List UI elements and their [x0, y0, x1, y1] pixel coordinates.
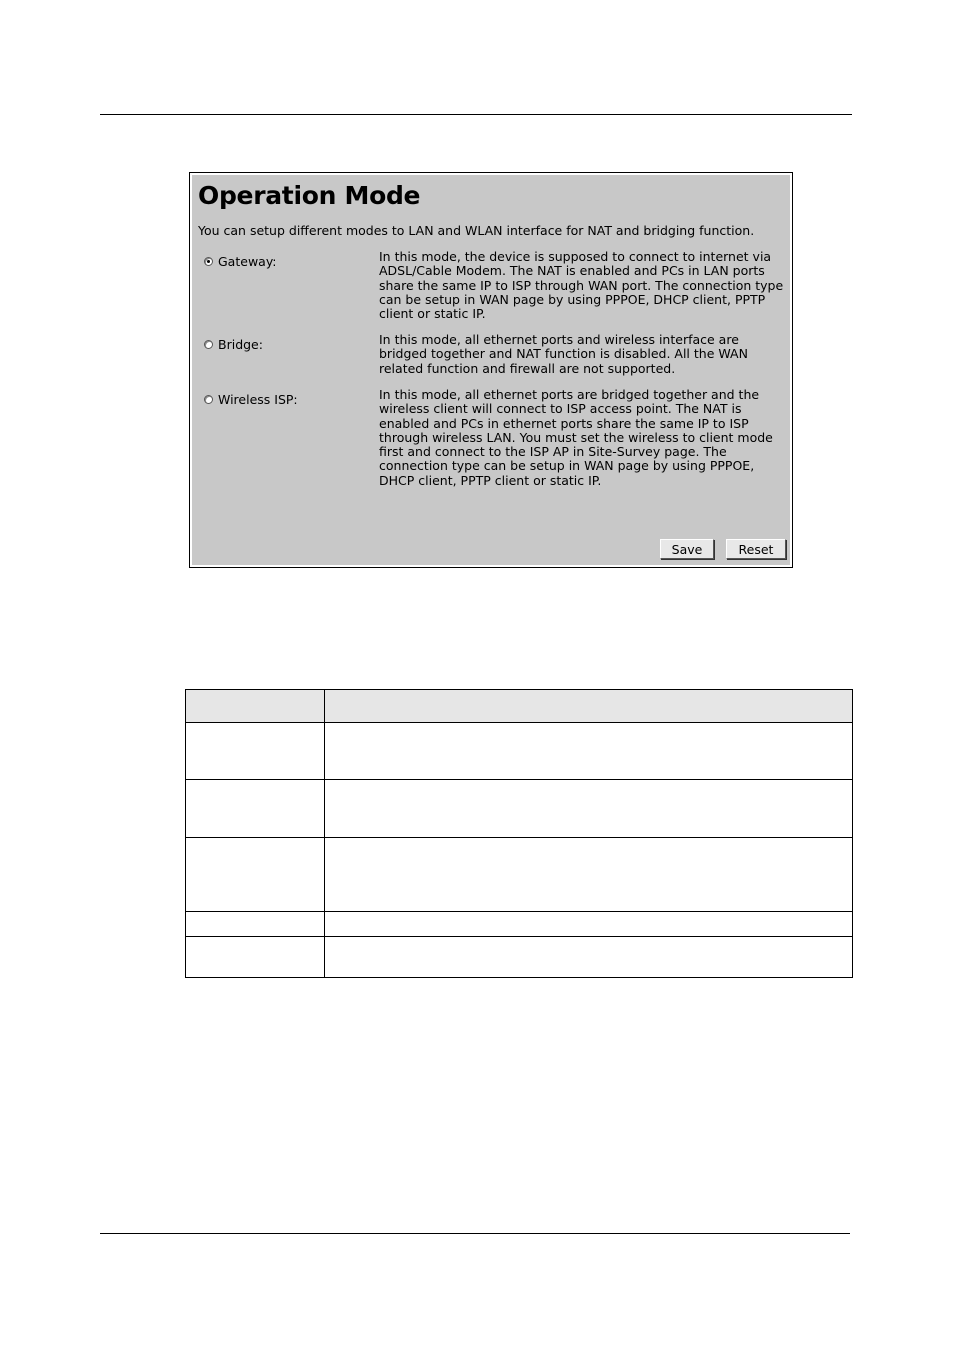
operation-mode-panel	[192, 175, 790, 565]
table-row	[186, 780, 853, 838]
gateway-radio[interactable]	[204, 257, 213, 266]
operation-mode-screenshot	[189, 172, 793, 568]
gateway-description: In this mode, the device is supposed to connect to internet via ADSL/Cable Modem. The NAT is enabled and PCs in LAN ports share the same IP to ISP through WAN port. The connection type can be setup in WAN page by using PPPOE, DHCP client, PPTP client or static IP.	[379, 249, 784, 322]
footer-rule	[100, 1233, 850, 1234]
bridge-label: Bridge:	[218, 337, 263, 352]
gateway-radio-option[interactable]	[204, 254, 277, 269]
table-row	[186, 723, 853, 780]
table-cell	[325, 937, 853, 978]
bridge-description: In this mode, all ethernet ports and wireless interface are bridged together and NAT function is disabled. All the WAN related function and firewall are not supported.	[379, 332, 748, 376]
wireless-isp-label: Wireless ISP:	[218, 392, 298, 407]
table-cell	[186, 780, 325, 838]
page-intro: You can setup different modes to LAN and WLAN interface for NAT and bridging function.	[198, 223, 755, 238]
table-cell	[186, 912, 325, 937]
table-cell	[325, 838, 853, 912]
table-cell	[186, 937, 325, 978]
table-cell	[325, 723, 853, 780]
table-cell	[325, 780, 853, 838]
page-title: Operation Mode	[198, 181, 421, 210]
bridge-radio[interactable]	[204, 340, 213, 349]
table-cell	[325, 912, 853, 937]
table-row	[186, 912, 853, 937]
save-button[interactable]: Save	[660, 539, 714, 559]
table-header-cell	[325, 690, 853, 723]
wireless-isp-radio[interactable]	[204, 395, 213, 404]
wireless-isp-description: In this mode, all ethernet ports are bridged together and the wireless client will connect to ISP access point. The NAT is enabled and PCs in ethernet ports share the same IP to ISP through wireless LAN. You must set the wireless to client mode first and connect to the ISP AP in Site-Survey page. The connection type can be setup in WAN page by using PPPOE, DHCP client, PPTP client or static IP.	[379, 387, 773, 488]
field-description-table	[185, 689, 853, 978]
table-header-row	[186, 690, 853, 723]
reset-button[interactable]: Reset	[726, 539, 786, 559]
wireless-isp-radio-option[interactable]	[204, 392, 298, 407]
bridge-radio-option[interactable]	[204, 337, 263, 352]
table-cell	[186, 723, 325, 780]
table-row	[186, 937, 853, 978]
header-rule	[100, 114, 852, 115]
gateway-label: Gateway:	[218, 254, 277, 269]
table-header-cell	[186, 690, 325, 723]
table-cell	[186, 838, 325, 912]
table-row	[186, 838, 853, 912]
